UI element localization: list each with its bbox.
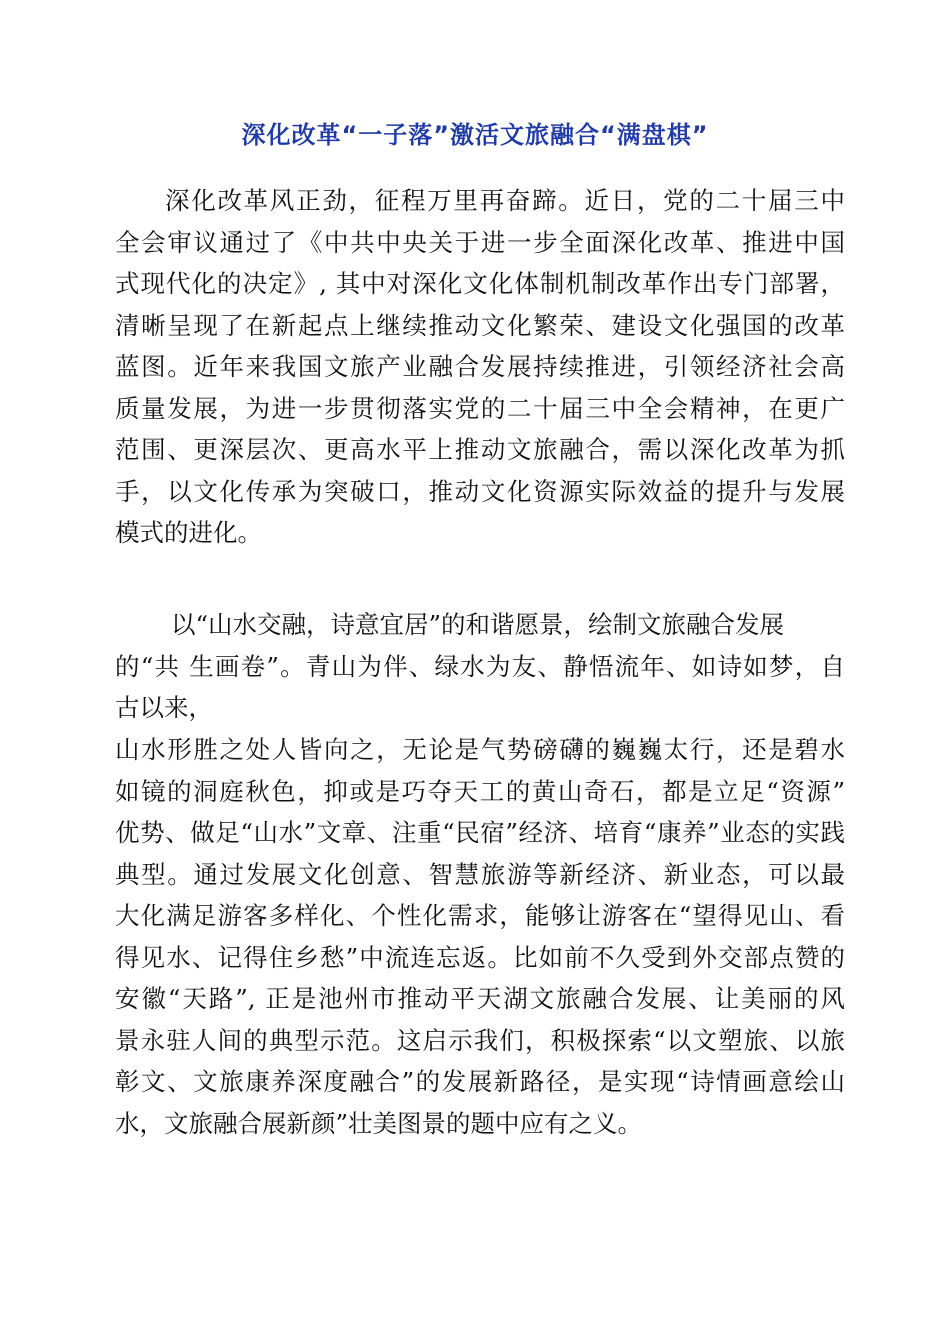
paragraph-line: 以“山水交融，诗意宜居”的和谐愿景，绘制文旅融合发展 xyxy=(171,610,785,639)
paragraph-line: 的“共 生画卷”。青山为伴、绿水为友、静悟流年、如诗如梦，自 xyxy=(115,651,845,681)
article-title: 深化改革“一子落”激活文旅融合“满盘棋” xyxy=(241,121,709,149)
paragraph-1 xyxy=(115,180,845,554)
paragraph-line: 景永驻人间的典型示范。这启示我们，积极探索“以文塑旅、以旅 xyxy=(115,1025,845,1055)
paragraph-line: 安徽“天路”, 正是池州市推动平天湖文旅融合发展、让美丽的风 xyxy=(115,984,845,1013)
paragraph-line: 式现代化的决定》, 其中对深化文化体制机制改革作出专门部署， xyxy=(115,269,845,298)
paragraph-line: 大化满足游客多样化、个性化需求，能够让游客在“望得见山、看 xyxy=(115,901,845,930)
paragraph-line: 质量发展，为进一步贯彻落实党的二十届三中全会精神，在更广 xyxy=(115,393,845,423)
paragraph-line: 蓝图。近年来我国文旅产业融合发展持续推进，引领经济社会高 xyxy=(115,352,845,381)
paragraph-3 xyxy=(115,729,845,1144)
paragraph-line: 水，文旅融合展新颜”壮美图景的题中应有之义。 xyxy=(115,1108,643,1138)
paragraph-line: 如镜的洞庭秋色，抑或是巧夺天工的黄山奇石，都是立足“资源” xyxy=(115,776,845,806)
paragraph-line: 古以来， xyxy=(115,693,213,722)
paragraph-line: 得见水、记得住乡愁”中流连忘返。比如前不久受到外交部点赞的 xyxy=(115,942,845,972)
paragraph-line: 范围、更深层次、更高水平上推动文旅融合，需以深化改革为抓 xyxy=(115,435,845,464)
paragraph-line: 手，以文化传承为突破口，推动文化资源实际效益的提升与发展 xyxy=(115,476,845,506)
paragraph-2 xyxy=(115,604,845,729)
paragraph-line: 山水形胜之处人皆向之，无论是气势磅礴的巍巍太行，还是碧水 xyxy=(115,735,845,764)
paragraph-line: 典型。通过发展文化创意、智慧旅游等新经济、新业态，可以最 xyxy=(115,859,845,889)
paragraph-line: 模式的进化。 xyxy=(115,518,262,547)
paragraph-line: 深化改革风正劲，征程万里再奋蹄。近日，党的二十届三中 xyxy=(165,186,845,215)
paragraph-line: 彰文、文旅康养深度融合”的发展新路径，是实现“诗情画意绘山 xyxy=(115,1067,845,1096)
paragraph-line: 全会审议通过了《中共中央关于进一步全面深化改革、推进中国 xyxy=(115,227,845,257)
paragraph-line: 优势、做足“山水”文章、注重“民宿”经济、培育“康养”业态的实践 xyxy=(115,818,845,847)
paragraph-line: 清晰呈现了在新起点上继续推动文化繁荣、建设文化强国的改革 xyxy=(115,310,845,340)
